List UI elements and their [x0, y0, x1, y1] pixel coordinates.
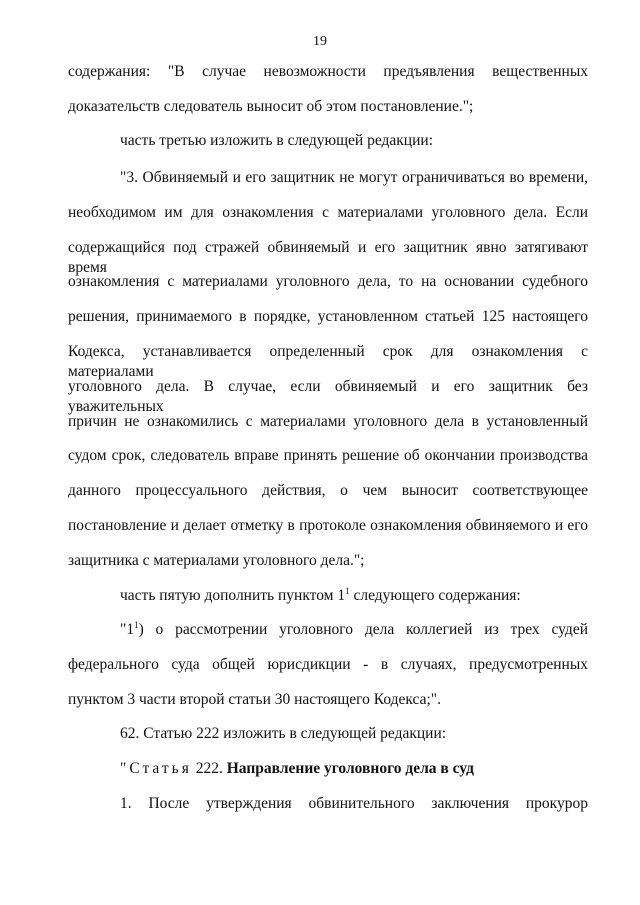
article-heading: [120, 759, 588, 779]
text-line: необходимом им для ознакомления с материалами уголовного дела. Если: [68, 204, 588, 221]
paragraph-intro: [120, 586, 588, 606]
text-line: данного процессуального действия, о чем выносит соответствующее: [68, 482, 588, 499]
text-line: ознакомления с материалами уголовного дела, то на основании судебного: [68, 273, 588, 290]
text-line: содержащийся под стражей обвиняемый и его защитник явно затягивают время: [68, 239, 588, 276]
article-label: "Статья: [120, 760, 192, 777]
text-line: постановление и делает отметку в протоколе ознакомления обвиняемого и его: [68, 517, 588, 534]
text-line: 1. После утверждения обвинительного заключения прокурор: [120, 795, 588, 812]
text-line: причин не ознакомились с материалами уголовного дела в установленный: [68, 413, 588, 430]
text-line: содержания: "В случае невозможности предъявления вещественных: [68, 63, 588, 80]
page-number: 19: [313, 34, 327, 49]
text-line: судом срок, следователь вправе принять решение об окончании производства: [68, 447, 588, 464]
text-fragment: "1: [120, 621, 135, 638]
text-line: федерального суда общей юрисдикции - в случаях, предусмотренных: [68, 656, 588, 673]
article-title: Направление уголовного дела в суд: [226, 760, 474, 777]
text-line: доказательств следователь выносит об этом постановление.";: [68, 98, 474, 115]
text-line: пунктом 3 части второй статьи 30 настоящего Кодекса;".: [68, 691, 441, 708]
superscript: 1: [134, 620, 139, 630]
text-fragment: ) о рассмотрении уголовного дела коллегией из трех судей: [138, 621, 588, 638]
paragraph-intro: часть третью изложить в следующей редакции:: [120, 132, 433, 149]
section-intro: 62. Статью 222 изложить в следующей редакции:: [120, 725, 447, 742]
text-line: [120, 620, 588, 640]
text-line: защитника с материалами уголовного дела.";: [68, 552, 365, 569]
text-fragment: следующего содержания:: [349, 587, 521, 604]
text-line: решения, принимаемого в порядке, установленном статьей 125 настоящего: [68, 308, 588, 325]
article-number: 222.: [191, 760, 227, 777]
text-fragment: часть пятую дополнить пунктом 1: [120, 587, 346, 604]
text-line: Кодекса, устанавливается определенный срок для ознакомления с материалами: [68, 343, 588, 380]
superscript: 1: [345, 586, 350, 596]
text-line: уголовного дела. В случае, если обвиняемый и его защитник без уважительных: [68, 378, 588, 415]
text-line: "3. Обвиняемый и его защитник не могут ограничиваться во времени,: [120, 169, 588, 186]
